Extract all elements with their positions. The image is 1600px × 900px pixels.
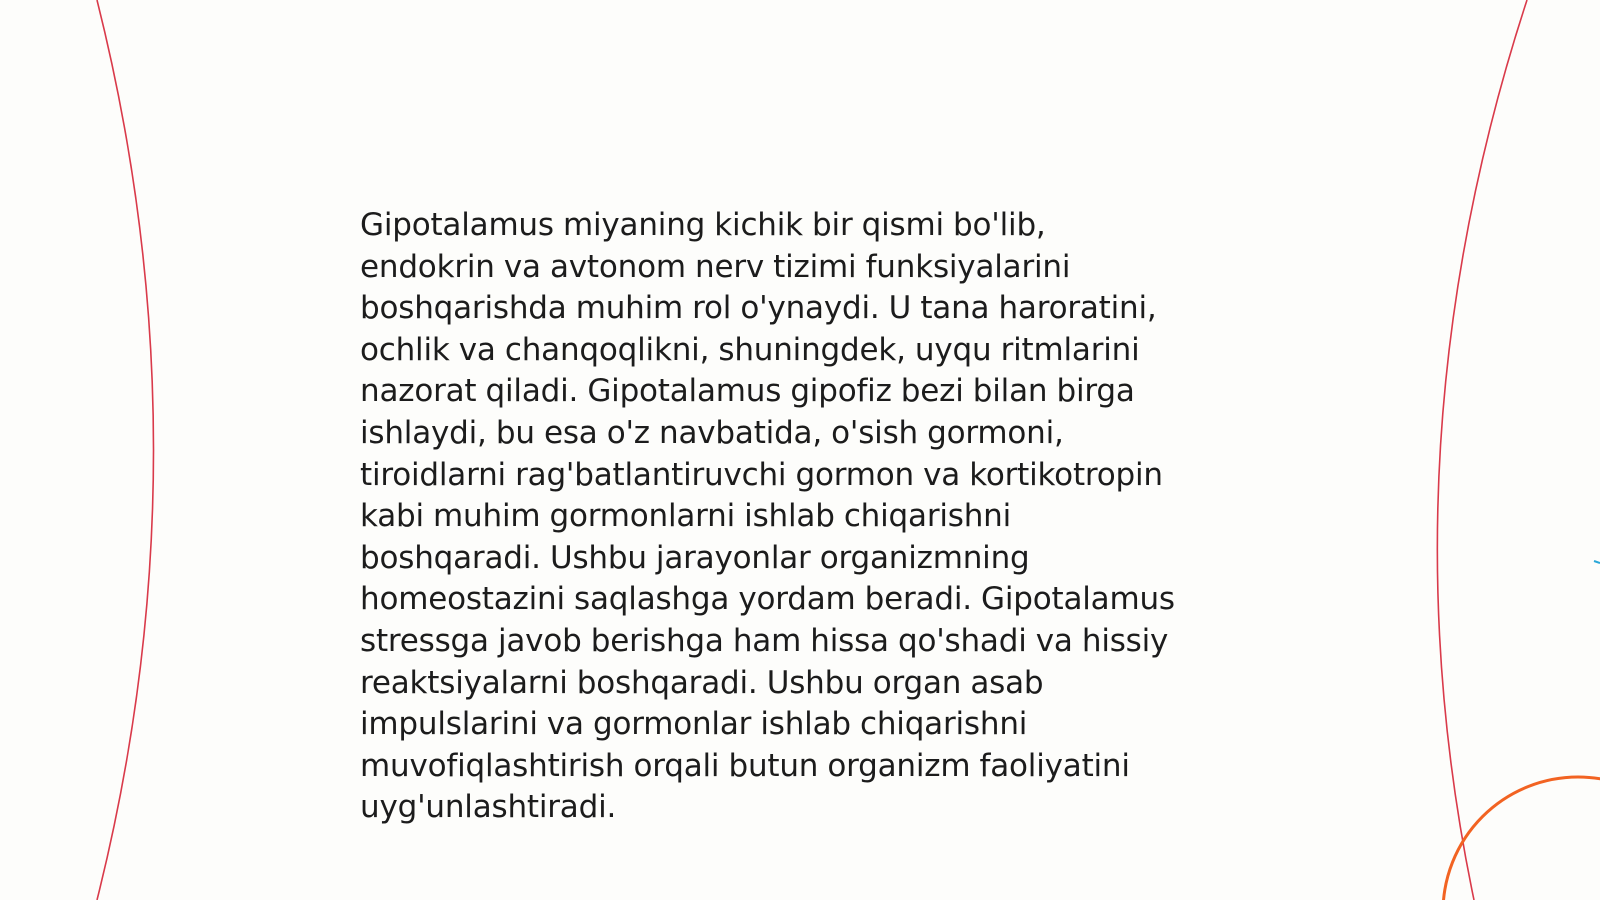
paragraph-line: muvofiqlashtirish orqali butun organizm faoliyatini <box>360 747 1130 784</box>
orange-decorative-circle <box>1443 777 1600 900</box>
paragraph-line: Gipotalamus miyaning kichik bir qismi bo'lib, <box>360 207 1046 243</box>
paragraph-line: kabi muhim gormonlarni ishlab chiqarishni <box>360 498 1012 535</box>
paragraph-line: boshqaradi. Ushbu jarayonlar organizmning <box>360 539 1030 576</box>
blue-accent-mark <box>1594 561 1600 563</box>
paragraph-line: ochlik va chanqoqlikni, shuningdek, uyqu ritmlarini <box>360 331 1140 368</box>
left-decorative-curve <box>97 0 154 900</box>
paragraph-line: boshqarishda muhim rol o'ynaydi. U tana haroratini, <box>360 290 1157 327</box>
paragraph-line: ishlaydi, bu esa o'z navbatida, o'sish gormoni, <box>360 414 1064 451</box>
paragraph-line: impulslarini va gormonlar ishlab chiqarishni <box>360 706 1028 743</box>
paragraph-line: endokrin va avtonom nerv tizimi funksiyalarini <box>360 248 1071 285</box>
body-paragraph <box>360 205 1250 829</box>
paragraph-line: nazorat qiladi. Gipotalamus gipofiz bezi bilan birga <box>360 373 1135 410</box>
paragraph-line: homeostazini saqlashga yordam beradi. Gipotalamus <box>360 581 1175 618</box>
paragraph-line: stressga javob berishga ham hissa qo'shadi va hissiy <box>360 622 1169 659</box>
paragraph-line: reaktsiyalarni boshqaradi. Ushbu organ asab <box>360 664 1044 701</box>
paragraph-line: uyg'unlashtiradi. <box>360 789 617 826</box>
paragraph-line: tiroidlarni rag'batlantiruvchi gormon va kortikotropin <box>360 456 1163 493</box>
right-decorative-curve <box>1437 0 1527 900</box>
